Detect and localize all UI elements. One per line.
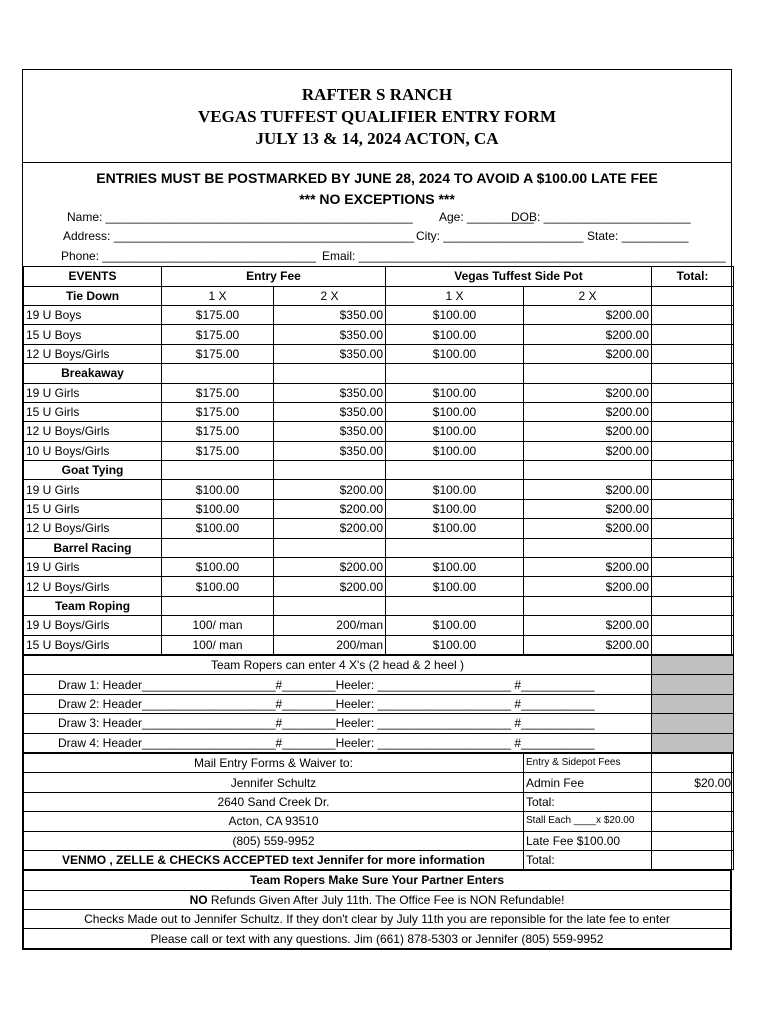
empty-cell bbox=[274, 364, 386, 383]
grand-total-value[interactable] bbox=[652, 850, 734, 869]
empty-cell bbox=[386, 461, 524, 480]
mail-city: Acton, CA 93510 bbox=[24, 812, 524, 831]
entry-fee-1x: $100.00 bbox=[162, 558, 274, 577]
empty-cell bbox=[386, 538, 524, 557]
entry-fee-1x: $175.00 bbox=[162, 402, 274, 421]
sidepot-1x: $100.00 bbox=[386, 499, 524, 518]
shaded-cell bbox=[652, 675, 734, 694]
entry-fee-1x: 100/ man bbox=[162, 616, 274, 635]
section-title: Breakaway bbox=[24, 364, 162, 383]
sidepot-1x: $100.00 bbox=[386, 441, 524, 460]
footer-table bbox=[23, 870, 731, 949]
entry-fee-1x: $100.00 bbox=[162, 499, 274, 518]
table-row bbox=[24, 519, 734, 538]
empty-cell bbox=[274, 461, 386, 480]
row-total-cell[interactable] bbox=[652, 499, 734, 518]
email-field[interactable]: Email: _______________________________________________________ bbox=[322, 248, 726, 263]
section-title-row bbox=[24, 596, 734, 615]
refund-text: Refunds Given After July 11th. The Office Fee is NON Refundable! bbox=[207, 892, 565, 907]
section-title: Barrel Racing bbox=[24, 538, 162, 557]
shaded-cell bbox=[652, 714, 734, 733]
mail-row bbox=[24, 773, 734, 792]
table-row bbox=[24, 558, 734, 577]
total-subheader bbox=[652, 286, 734, 305]
stall-fee-value[interactable] bbox=[652, 812, 734, 831]
event-name: 10 U Boys/Girls bbox=[24, 441, 162, 460]
event-name: 12 U Boys/Girls bbox=[24, 577, 162, 596]
form-header bbox=[23, 70, 731, 163]
mail-name: Jennifer Schultz bbox=[24, 773, 524, 792]
entry-fee-2x: $350.00 bbox=[274, 325, 386, 344]
entry-sidepot-fees-label: Entry & Sidepot Fees bbox=[524, 753, 652, 772]
grand-total-label: Total: bbox=[524, 850, 652, 869]
sidepot-1x: $100.00 bbox=[386, 480, 524, 499]
postmark-deadline: ENTRIES MUST BE POSTMARKED BY JUNE 28, 2024 TO AVOID A $100.00 LATE FEE bbox=[96, 170, 658, 186]
empty-cell bbox=[274, 538, 386, 557]
empty-cell bbox=[524, 596, 652, 615]
table-row bbox=[24, 441, 734, 460]
admin-fee-label: Admin Fee bbox=[524, 773, 652, 792]
event-name: 12 U Boys/Girls bbox=[24, 422, 162, 441]
event-name: 19 U Boys/Girls bbox=[24, 616, 162, 635]
sidepot-2x: $200.00 bbox=[524, 577, 652, 596]
row-total-cell[interactable] bbox=[652, 480, 734, 499]
subtotal-label: Total: bbox=[524, 792, 652, 811]
event-name: 15 U Girls bbox=[24, 402, 162, 421]
entry-fee-1x: $175.00 bbox=[162, 305, 274, 324]
events-header: EVENTS bbox=[24, 267, 162, 286]
entry-fee-2x: $350.00 bbox=[274, 422, 386, 441]
mail-row bbox=[24, 792, 734, 811]
table-row bbox=[24, 402, 734, 421]
city-field[interactable]: City: _____________________ bbox=[416, 229, 584, 244]
shaded-cell bbox=[652, 733, 734, 752]
empty-cell bbox=[652, 538, 734, 557]
draw-row bbox=[24, 694, 734, 713]
entry-fee-2x: $350.00 bbox=[274, 402, 386, 421]
section-title: Team Roping bbox=[24, 596, 162, 615]
dob-field[interactable]: DOB: ______________________ bbox=[511, 210, 691, 224]
entry-fee-2x: 200/man bbox=[274, 635, 386, 654]
entry-fee-2x: $200.00 bbox=[274, 519, 386, 538]
row-total-cell[interactable] bbox=[652, 344, 734, 363]
row-total-cell[interactable] bbox=[652, 616, 734, 635]
sidepot-1x-header: 1 X bbox=[386, 286, 524, 305]
sidepot-1x: $100.00 bbox=[386, 305, 524, 324]
admin-fee-value: $20.00 bbox=[652, 773, 734, 792]
section-title-row bbox=[24, 461, 734, 480]
address-field[interactable]: Address: _____________________________________________ bbox=[63, 229, 415, 244]
refund-note bbox=[24, 890, 731, 909]
entry-fee-1x: $175.00 bbox=[162, 422, 274, 441]
empty-cell bbox=[162, 364, 274, 383]
entry-fee-2x: $350.00 bbox=[274, 344, 386, 363]
address-line bbox=[23, 227, 731, 246]
subtotal-value[interactable] bbox=[652, 792, 734, 811]
table-row bbox=[24, 422, 734, 441]
entry-fee-1x: $175.00 bbox=[162, 325, 274, 344]
entry-fee-1x: $100.00 bbox=[162, 519, 274, 538]
table-header-row bbox=[24, 267, 734, 286]
team-ropers-note-row bbox=[24, 655, 734, 674]
table-row bbox=[24, 635, 734, 654]
table-row bbox=[24, 577, 734, 596]
empty-cell bbox=[652, 364, 734, 383]
row-total-cell[interactable] bbox=[652, 577, 734, 596]
sidepot-2x: $200.00 bbox=[524, 441, 652, 460]
event-name: 19 U Girls bbox=[24, 383, 162, 402]
sidepot-1x: $100.00 bbox=[386, 558, 524, 577]
ranch-title: RAFTER S RANCH bbox=[301, 85, 453, 104]
row-total-cell[interactable] bbox=[652, 422, 734, 441]
sidepot-1x: $100.00 bbox=[386, 519, 524, 538]
mail-row bbox=[24, 850, 734, 869]
event-name: 15 U Girls bbox=[24, 499, 162, 518]
phone-field[interactable]: Phone: ________________________________ bbox=[61, 248, 316, 263]
entry-fee-2x: $200.00 bbox=[274, 577, 386, 596]
event-name: 15 U Boys bbox=[24, 325, 162, 344]
sidepot-2x-header: 2 X bbox=[524, 286, 652, 305]
form-title: VEGAS TUFFEST QUALIFIER ENTRY FORM bbox=[197, 107, 557, 126]
empty-cell bbox=[162, 461, 274, 480]
entry-sidepot-total[interactable] bbox=[652, 753, 734, 772]
entry-fee-2x: 200/man bbox=[274, 616, 386, 635]
table-subheader-row bbox=[24, 286, 734, 305]
empty-cell bbox=[386, 364, 524, 383]
sidepot-1x: $100.00 bbox=[386, 325, 524, 344]
sidepot-2x: $200.00 bbox=[524, 305, 652, 324]
payment-info: VENMO , ZELLE & CHECKS ACCEPTED text Jennifer for more information bbox=[24, 850, 524, 869]
sidepot-1x: $100.00 bbox=[386, 422, 524, 441]
row-total-cell[interactable] bbox=[652, 441, 734, 460]
entry-fee-header: Entry Fee bbox=[162, 267, 386, 286]
entry-fee-2x: $200.00 bbox=[274, 480, 386, 499]
table-row bbox=[24, 480, 734, 499]
table-row bbox=[24, 616, 734, 635]
entry-form bbox=[22, 69, 732, 950]
table-row bbox=[24, 499, 734, 518]
stall-fee-label: Stall Each ____x $20.00 bbox=[524, 812, 652, 831]
empty-cell bbox=[386, 596, 524, 615]
table-row bbox=[24, 344, 734, 363]
mail-fees-table bbox=[23, 753, 734, 870]
draw-3-line[interactable]: Draw 3: Header____________________#________Heeler: ____________________ #___________ bbox=[24, 714, 652, 733]
team-ropers-table bbox=[23, 655, 734, 753]
sidepot-2x: $200.00 bbox=[524, 558, 652, 577]
empty-cell bbox=[162, 596, 274, 615]
event-date-location: JULY 13 & 14, 2024 ACTON, CA bbox=[255, 129, 499, 148]
event-name: 12 U Boys/Girls bbox=[24, 344, 162, 363]
contact-note: Please call or text with any questions. Jim (661) 878-5303 or Jennifer (805) 559-9952 bbox=[24, 929, 731, 948]
refund-no: NO bbox=[189, 892, 208, 907]
late-fee-value[interactable] bbox=[652, 831, 734, 850]
table-row bbox=[24, 305, 734, 324]
empty-cell bbox=[652, 461, 734, 480]
entry-2x-header: 2 X bbox=[274, 286, 386, 305]
row-total-cell[interactable] bbox=[652, 383, 734, 402]
sidepot-1x: $100.00 bbox=[386, 402, 524, 421]
entry-1x-header: 1 X bbox=[162, 286, 274, 305]
event-name: 15 U Boys/Girls bbox=[24, 635, 162, 654]
sidepot-2x: $200.00 bbox=[524, 635, 652, 654]
mail-row bbox=[24, 812, 734, 831]
section-title-row bbox=[24, 364, 734, 383]
empty-cell bbox=[652, 596, 734, 615]
event-name: 12 U Boys/Girls bbox=[24, 519, 162, 538]
section-title-row bbox=[24, 538, 734, 557]
row-total-cell[interactable] bbox=[652, 402, 734, 421]
sidepot-2x: $200.00 bbox=[524, 402, 652, 421]
table-row bbox=[24, 325, 734, 344]
sidepot-2x: $200.00 bbox=[524, 519, 652, 538]
deadline-notice bbox=[23, 163, 731, 208]
sidepot-1x: $100.00 bbox=[386, 383, 524, 402]
partner-note: Team Ropers Make Sure Your Partner Enters bbox=[24, 871, 731, 890]
entry-fee-2x: $350.00 bbox=[274, 305, 386, 324]
draw-row bbox=[24, 675, 734, 694]
side-pot-header: Vegas Tuffest Side Pot bbox=[386, 267, 652, 286]
entry-fee-1x: $100.00 bbox=[162, 577, 274, 596]
entry-fee-1x: $175.00 bbox=[162, 441, 274, 460]
entry-fee-1x: $100.00 bbox=[162, 480, 274, 499]
event-name: 19 U Girls bbox=[24, 480, 162, 499]
total-header: Total: bbox=[652, 267, 734, 286]
row-total-cell[interactable] bbox=[652, 558, 734, 577]
mail-phone: (805) 559-9952 bbox=[24, 831, 524, 850]
sidepot-2x: $200.00 bbox=[524, 616, 652, 635]
state-field[interactable]: State: __________ bbox=[587, 229, 689, 244]
draw-1-line[interactable]: Draw 1: Header____________________#________Heeler: ____________________ #___________ bbox=[24, 675, 652, 694]
mail-row bbox=[24, 753, 734, 772]
sidepot-1x: $100.00 bbox=[386, 616, 524, 635]
draw-row bbox=[24, 733, 734, 752]
events-table bbox=[23, 266, 734, 655]
entry-fee-1x: $175.00 bbox=[162, 344, 274, 363]
sidepot-2x: $200.00 bbox=[524, 344, 652, 363]
row-total-cell[interactable] bbox=[652, 305, 734, 324]
name-line bbox=[23, 208, 731, 227]
first-section-title: Tie Down bbox=[24, 286, 162, 305]
event-name: 19 U Boys bbox=[24, 305, 162, 324]
checks-note: Checks Made out to Jennifer Schultz. If they don't clear by July 11th you are reponsible for the late fee to enter bbox=[24, 910, 731, 929]
sidepot-2x: $200.00 bbox=[524, 422, 652, 441]
draw-4-line[interactable]: Draw 4: Header____________________#________Heeler: ____________________ #___________ bbox=[24, 733, 652, 752]
entry-fee-1x: 100/ man bbox=[162, 635, 274, 654]
row-total-cell[interactable] bbox=[652, 325, 734, 344]
entry-fee-1x: $175.00 bbox=[162, 383, 274, 402]
mail-street: 2640 Sand Creek Dr. bbox=[24, 792, 524, 811]
sidepot-2x: $200.00 bbox=[524, 325, 652, 344]
empty-cell bbox=[524, 461, 652, 480]
sidepot-1x: $100.00 bbox=[386, 635, 524, 654]
empty-cell bbox=[274, 596, 386, 615]
shaded-cell bbox=[652, 694, 734, 713]
team-ropers-note: Team Ropers can enter 4 X's (2 head & 2 heel ) bbox=[24, 655, 652, 674]
sidepot-2x: $200.00 bbox=[524, 383, 652, 402]
draw-row bbox=[24, 714, 734, 733]
late-fee-label: Late Fee $100.00 bbox=[524, 831, 652, 850]
sidepot-1x: $100.00 bbox=[386, 577, 524, 596]
sidepot-2x: $200.00 bbox=[524, 499, 652, 518]
sidepot-2x: $200.00 bbox=[524, 480, 652, 499]
age-field[interactable]: Age: __________ bbox=[439, 210, 534, 224]
shaded-cell bbox=[652, 655, 734, 674]
table-row bbox=[24, 383, 734, 402]
event-name: 19 U Girls bbox=[24, 558, 162, 577]
section-title: Goat Tying bbox=[24, 461, 162, 480]
draw-2-line[interactable]: Draw 2: Header____________________#________Heeler: ____________________ #___________ bbox=[24, 694, 652, 713]
entry-fee-2x: $200.00 bbox=[274, 558, 386, 577]
entry-fee-2x: $350.00 bbox=[274, 383, 386, 402]
empty-cell bbox=[524, 538, 652, 557]
entry-fee-2x: $200.00 bbox=[274, 499, 386, 518]
empty-cell bbox=[524, 364, 652, 383]
sidepot-1x: $100.00 bbox=[386, 344, 524, 363]
mail-label: Mail Entry Forms & Waiver to: bbox=[24, 753, 524, 772]
no-exceptions: *** NO EXCEPTIONS *** bbox=[299, 191, 455, 207]
mail-row bbox=[24, 831, 734, 850]
name-field[interactable]: Name: ______________________________________________ bbox=[67, 210, 413, 224]
empty-cell bbox=[162, 538, 274, 557]
phone-line bbox=[23, 247, 731, 266]
entry-fee-2x: $350.00 bbox=[274, 441, 386, 460]
row-total-cell[interactable] bbox=[652, 635, 734, 654]
row-total-cell[interactable] bbox=[652, 519, 734, 538]
